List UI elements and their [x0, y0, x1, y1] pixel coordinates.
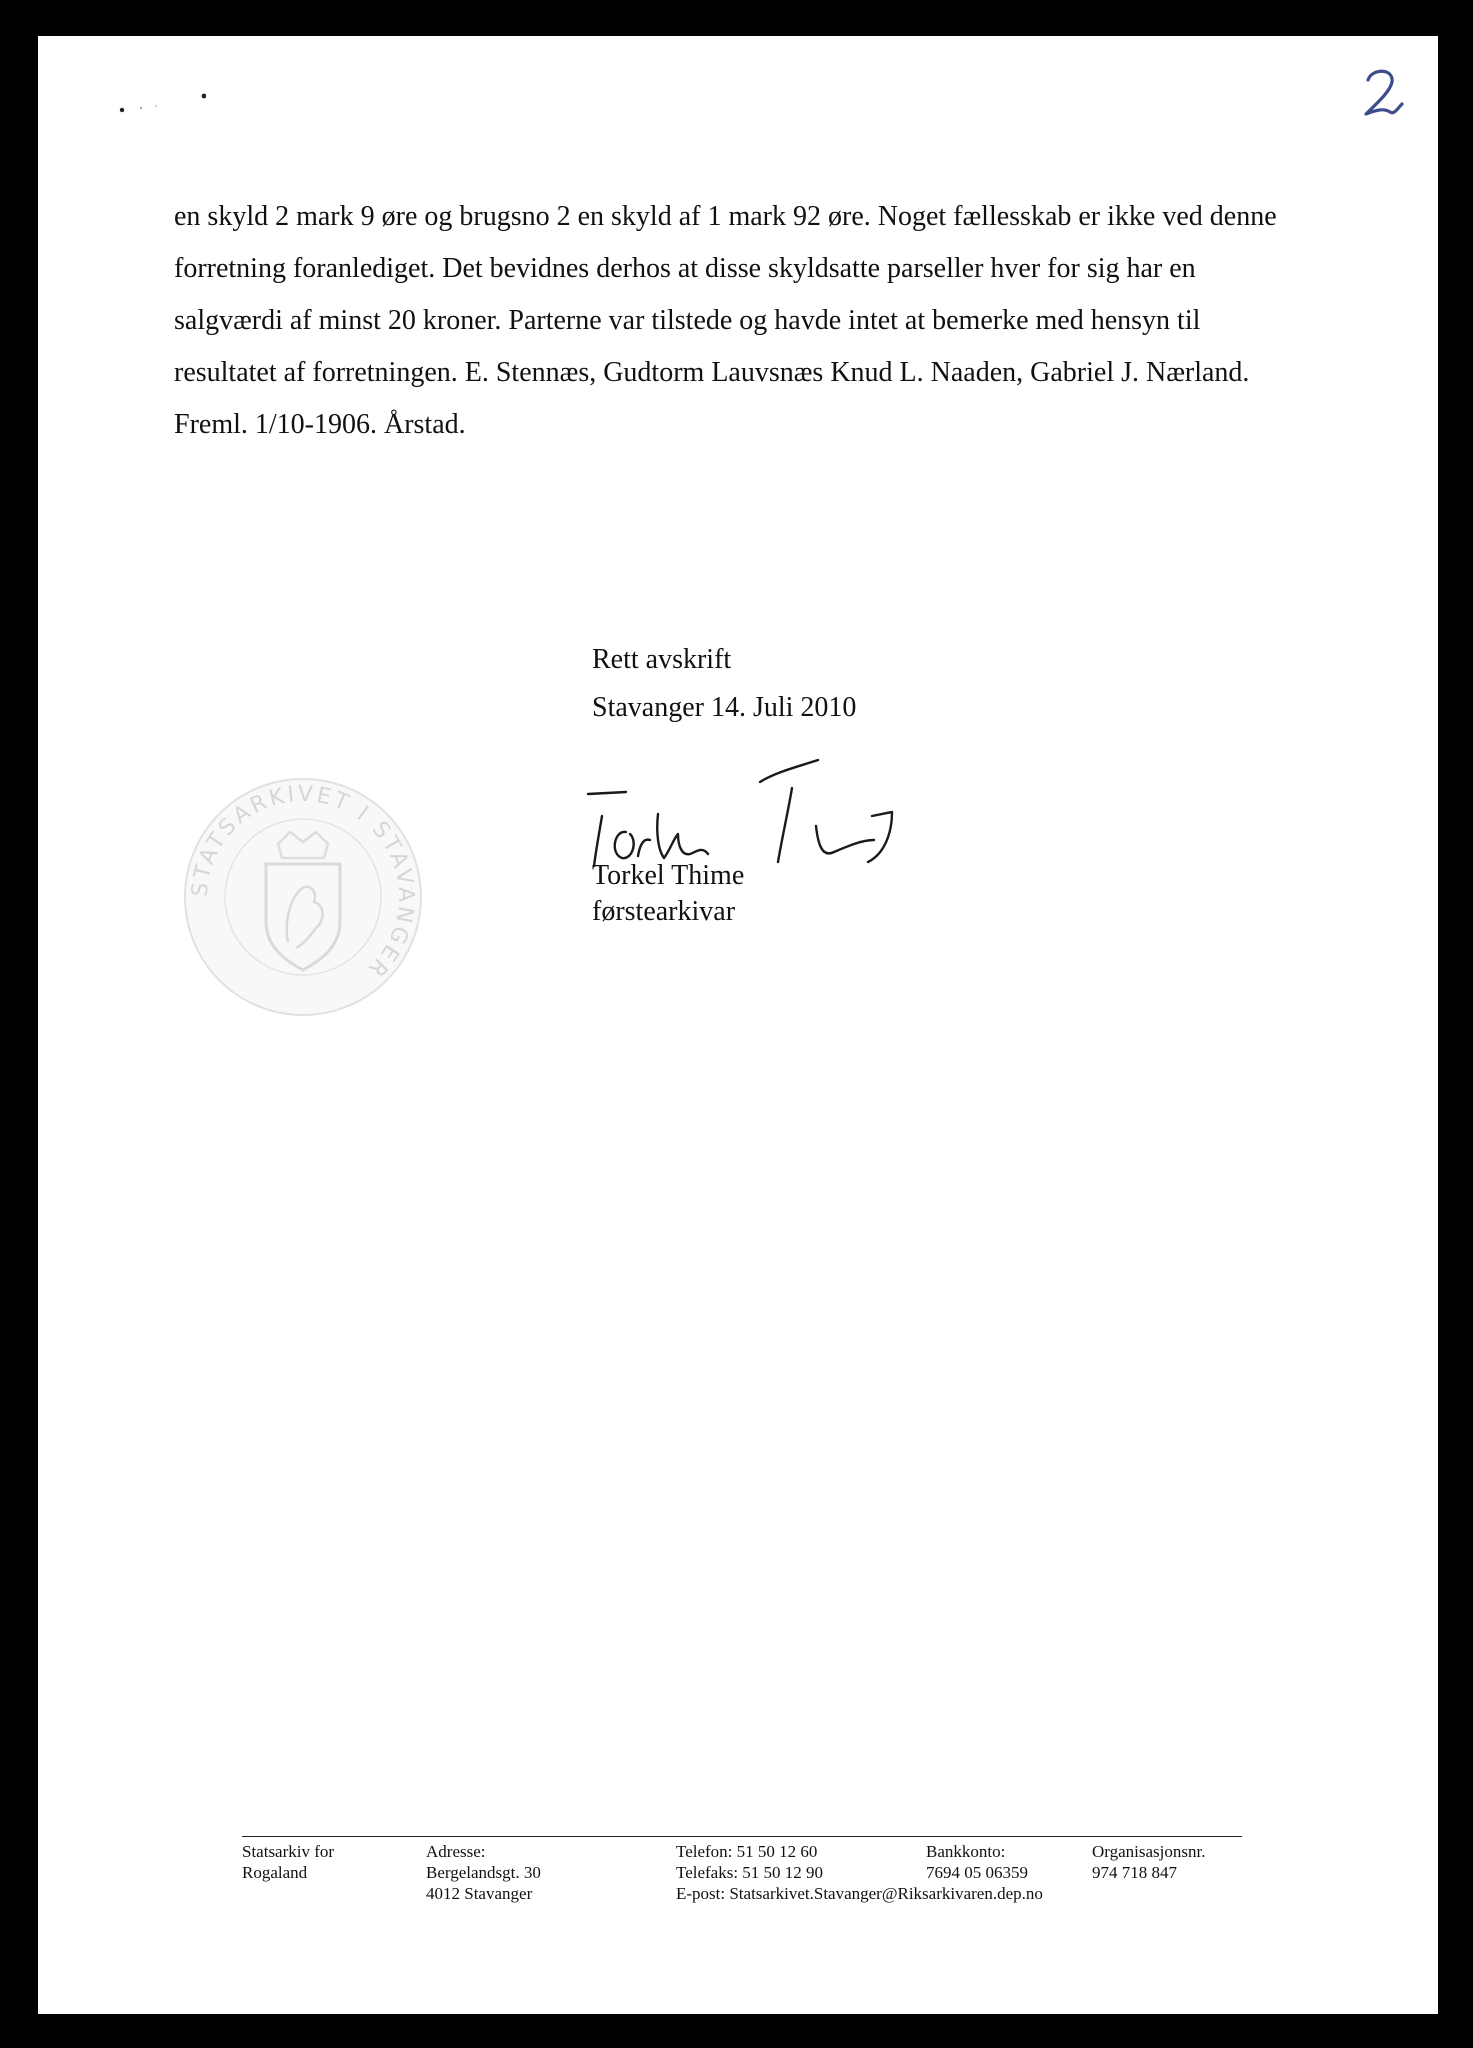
footer-text: 7694 05 06359 — [926, 1863, 1028, 1882]
footer-text: Bergelandsgt. 30 — [426, 1863, 541, 1882]
document-page — [38, 36, 1438, 2014]
footer-text: Telefon: 51 50 12 60 — [676, 1842, 818, 1861]
footer-text: 974 718 847 — [1092, 1863, 1177, 1882]
attestation-line: Rett avskrift — [592, 644, 732, 675]
footer-org — [242, 1841, 334, 1883]
footer-bank — [926, 1841, 1028, 1883]
scan-specks — [86, 76, 206, 116]
signer-block — [592, 858, 992, 930]
attestation-date: Stavanger 14. Juli 2010 — [592, 692, 857, 723]
body-line: forretning foranlediget. Det bevidnes derhos at disse skyldsatte parseller hver for sig har en — [174, 253, 1196, 284]
body-text — [174, 191, 1344, 451]
embossed-seal — [178, 772, 428, 1022]
seal-text: STATSARKIVET I STAVANGER — [187, 781, 419, 984]
body-line: en skyld 2 mark 9 øre og brugsno 2 en skyld af 1 mark 92 øre. Noget fællesskab er ikke ved denne — [174, 201, 1277, 232]
body-line: Freml. 1/10-1906. Årstad. — [174, 409, 466, 440]
body-line: salgværdi af minst 20 kroner. Parterne var tilstede og havde intet at bemerke med hensyn til — [174, 305, 1201, 336]
handwritten-page-number — [1350, 58, 1410, 128]
footer-text: Organisasjonsnr. — [1092, 1842, 1206, 1861]
footer-text: 4012 Stavanger — [426, 1884, 533, 1903]
letterhead-footer — [242, 1836, 1242, 1903]
footer-email: E-post: Statsarkivet.Stavanger@Riksarkivaren.dep.no — [676, 1884, 1043, 1903]
signer-title: førstearkivar — [592, 896, 736, 927]
footer-text: Bankkonto: — [926, 1842, 1006, 1861]
body-line: resultatet af forretningen. E. Stennæs, Gudtorm Lauvsnæs Knud L. Naaden, Gabriel J. Nærland. — [174, 357, 1250, 388]
footer-orgno — [1092, 1841, 1206, 1883]
attestation — [592, 636, 1092, 732]
footer-text: Statsarkiv for — [242, 1842, 335, 1861]
footer-address — [426, 1841, 541, 1904]
footer-text: Rogaland — [242, 1863, 308, 1882]
footer-text: Adresse: — [426, 1842, 486, 1861]
footer-text: Telefaks: 51 50 12 90 — [676, 1863, 824, 1882]
signer-name: Torkel Thime — [592, 860, 745, 891]
